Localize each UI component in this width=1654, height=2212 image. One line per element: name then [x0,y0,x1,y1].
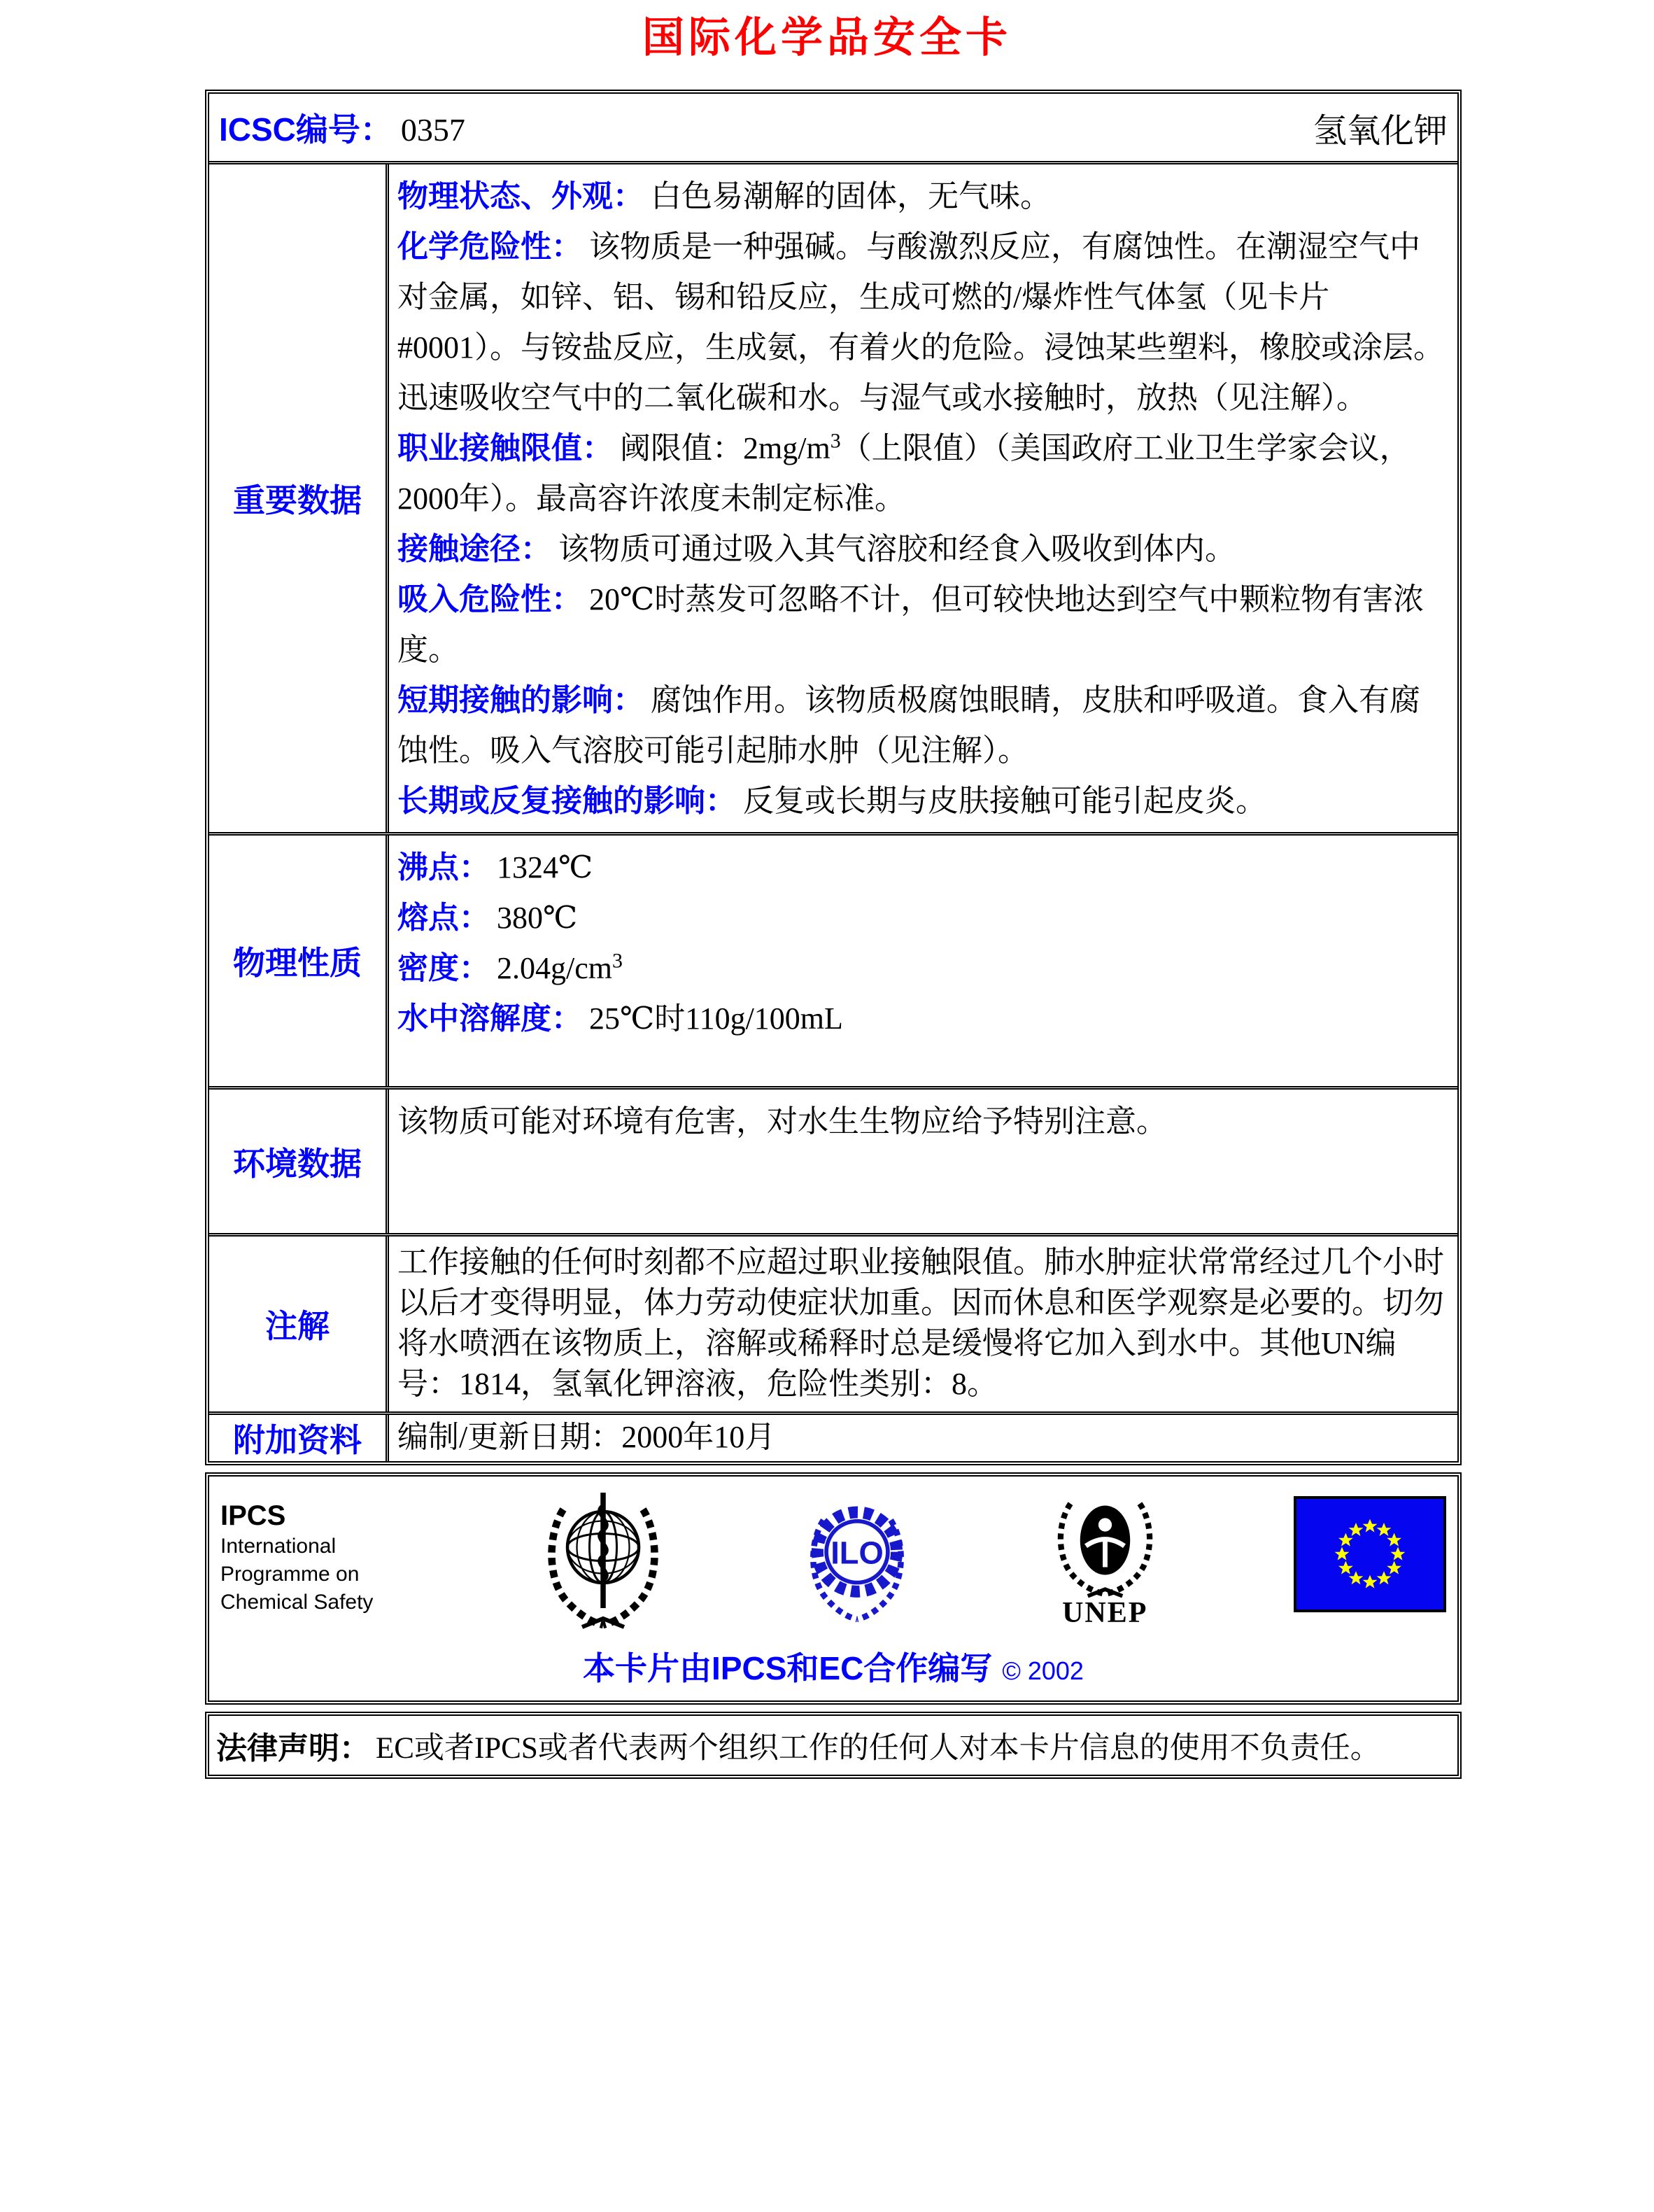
eu-flag [1294,1486,1446,1612]
important-data-item-text: 阈限值：$2mg/m^3$（上限值）（美国政府工业卫生学家会议，2000年）。最高容许浓度未制定标准。 [397,429,1411,516]
environmental-data-text: 该物质可能对环境有危害，对水生生物应给予特别注意。 [397,1104,1167,1139]
ipcs-line-3: Chemical Safety [220,1591,374,1614]
section-physical-properties [209,832,1457,1086]
unep-logo-icon [1047,1486,1163,1602]
important-data-item-text: 该物质可通过吸入其气溶胶和经食入吸收到体内。 [558,532,1236,566]
credit-copyright: © 2002 [1002,1656,1084,1685]
important-data-item [397,524,1446,575]
eu-flag-icon [1294,1496,1446,1612]
legal-notice-box [205,1712,1462,1779]
physical-property-item-label: 水中溶解度： [397,1001,582,1036]
important-data-item-text: 该物质是一种强碱。与酸激烈反应，有腐蚀性。在潮湿空气中对金属，如锌、铝、锡和铅反应，生成可燃的/爆炸性气体氢（见卡片#0001）。与铵盐反应，生成氨，有着火的危险。浸蚀某些塑料，橡胶或涂层。迅速吸收空气中的二氧化碳和水。与湿气或水接触时，放热（见注解）。 [397,230,1444,415]
physical-property-item-label: 密度： [397,951,490,985]
important-data-item [397,675,1446,776]
important-data-item-text: 白色易潮解的固体，无气味。 [651,179,1051,213]
legal-notice-text: EC或者IPCS或者代表两个组织工作的任何人对本卡片信息的使用不负责任。 [376,1731,1380,1765]
physical-property-item [397,893,1446,943]
important-data-item [397,222,1446,423]
physical-property-item-text: $2.04g/cm^3$ [497,949,623,985]
card-header [209,94,1457,161]
section-important-data [209,161,1457,832]
important-data-item-label: 化学危险性： [397,230,582,264]
physical-property-item [397,943,1446,994]
icsc-card [205,90,1462,1465]
notes-content [389,1237,1457,1411]
physical-property-item [397,994,1446,1044]
important-data-item [397,423,1446,524]
important-data-item [397,776,1446,826]
physical-property-item-label: 沸点： [397,850,490,885]
physical-property-item-text: 25℃时110g/100mL [589,1001,843,1036]
chemical-name: 氢氧化钾 [1313,112,1448,150]
legal-notice-label: 法律声明： [216,1731,370,1766]
ipcs-line-1: International [220,1535,337,1558]
who-logo [540,1486,666,1633]
important-data-item-text: 反复或长期与皮肤接触可能引起皮炎。 [743,784,1266,818]
footer-logos-box [205,1472,1462,1705]
important-data-item-label: 职业接触限值： [397,431,613,465]
additional-info-content [389,1415,1457,1461]
ipcs-text-block [220,1486,409,1616]
section-label-additional-info: 附加资料 [209,1415,389,1461]
additional-info-text: 编制/更新日期：2000年10月 [397,1420,776,1454]
page-title: 国际化学品安全卡 [642,15,1012,61]
important-data-item-label: 短期接触的影响： [397,683,644,717]
credit-text: 本卡片由IPCS和EC合作编写 [583,1650,993,1686]
icsc-number-label: ICSC编号： [219,111,393,148]
important-data-item [397,171,1446,222]
section-label-important-data: 重要数据 [209,164,389,832]
icsc-document [205,90,1462,1779]
section-label-notes: 注解 [209,1237,389,1411]
ilo-logo-icon [798,1486,917,1633]
physical-properties-content [389,836,1457,1086]
unep-logo [1047,1486,1163,1628]
icsc-number-value: 0357 [400,112,465,148]
ipcs-acronym: IPCS [220,1500,286,1531]
unep-logo-text: UNEP [1062,1597,1148,1629]
important-data-content [389,164,1457,832]
important-data-item-text: 腐蚀作用。该物质极腐蚀眼睛，皮肤和呼吸道。食入有腐蚀性。吸入气溶胶可能引起肺水肿（见注解）。 [397,683,1420,768]
environmental-data-content [389,1090,1457,1233]
important-data-item-label: 接触途径： [397,532,551,566]
important-data-item-label: 长期或反复接触的影响： [397,784,736,818]
credit-line [220,1643,1446,1689]
physical-property-item-text: 380℃ [497,901,578,935]
section-notes [209,1233,1457,1411]
important-data-item [397,575,1446,675]
section-additional-info [209,1411,1457,1461]
logos-strip [220,1486,1446,1633]
icsc-number-group [219,104,465,150]
important-data-item-text: 20℃时蒸发可忽略不计，但可较快地达到空气中颗粒物有害浓度。 [397,582,1425,667]
physical-property-item [397,843,1446,893]
physical-property-item-text: 1324℃ [497,850,593,885]
important-data-item-label: 吸入危险性： [397,582,582,617]
who-logo-icon [540,1486,666,1633]
ilo-logo [798,1486,917,1633]
section-label-environmental-data: 环境数据 [209,1090,389,1233]
ipcs-line-2: Programme on [220,1563,360,1586]
notes-text: 工作接触的任何时刻都不应超过职业接触限值。肺水肿症状常常经过几个小时以后才变得明显，体力劳动使症状加重。因而休息和医学观察是必要的。切勿将水喷洒在该物质上，溶解或稀释时总是缓慢将它加入到水中。其他UN编号：1814，氢氧化钾溶液，危险性类别：8。 [397,1245,1444,1401]
ilo-logo-text: ILO [830,1535,884,1571]
physical-property-item-label: 熔点： [397,901,490,935]
important-data-item-label: 物理状态、外观： [397,179,644,213]
section-environmental-data [209,1086,1457,1233]
section-label-physical-properties: 物理性质 [209,836,389,1086]
